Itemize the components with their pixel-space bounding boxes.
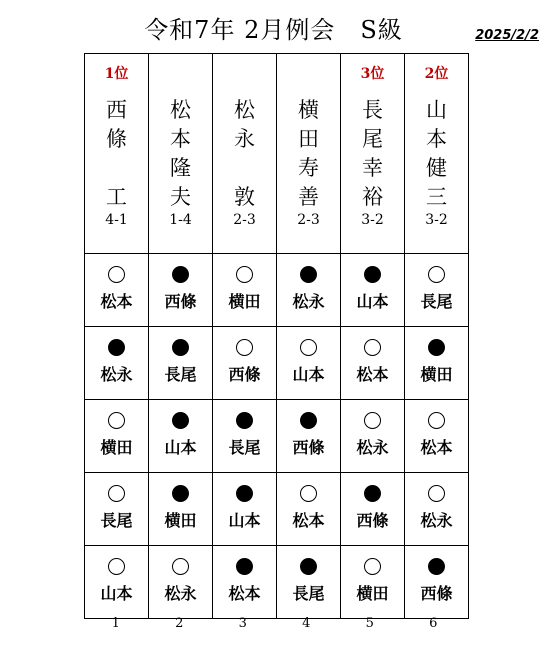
result-cell [85, 473, 149, 546]
opponent-name: 松永 [100, 365, 133, 384]
opponent-name: 松本 [292, 511, 325, 530]
result-cell [277, 546, 341, 619]
result-cell [213, 254, 277, 327]
column-number: 3 [238, 616, 247, 631]
player-name-char: 本 [426, 127, 447, 151]
opponent-name: 松本 [356, 365, 389, 384]
loss-circle-icon [428, 339, 445, 356]
opponent-name: 西條 [164, 292, 197, 311]
opponent-name: 西條 [228, 365, 261, 384]
result-cell [405, 400, 469, 473]
column-number: 5 [365, 616, 374, 631]
player-name [213, 96, 276, 212]
opponent-name: 山本 [228, 511, 261, 530]
opponent-name: 横田 [100, 438, 133, 457]
column-number: 2 [175, 616, 184, 631]
win-circle-icon [108, 485, 125, 502]
opponent-name: 松永 [292, 292, 325, 311]
result-cell [341, 546, 405, 619]
result-cell [213, 400, 277, 473]
result-cell [277, 400, 341, 473]
loss-circle-icon [300, 266, 317, 283]
rank-label [213, 63, 276, 83]
player-header-cell [277, 54, 341, 254]
result-cell [277, 473, 341, 546]
result-cell [85, 400, 149, 473]
rank-label: 1位 [104, 66, 129, 82]
win-loss-score: 3-2 [425, 212, 448, 228]
player-name-char: 夫 [170, 185, 191, 209]
win-circle-icon [300, 339, 317, 356]
player-name-char: 三 [426, 185, 447, 209]
player-name [85, 96, 148, 212]
result-cell [213, 327, 277, 400]
player-name-char: 條 [106, 127, 127, 151]
opponent-name: 長尾 [164, 365, 197, 384]
player-header-row [85, 54, 469, 254]
win-circle-icon [428, 266, 445, 283]
results-table [84, 53, 469, 619]
player-name-char: 健 [426, 156, 447, 180]
player-name-char: 隆 [170, 156, 191, 180]
opponent-name: 横田 [356, 584, 389, 603]
player-name-char: 永 [234, 127, 255, 151]
player-header-cell [213, 54, 277, 254]
win-circle-icon [108, 412, 125, 429]
page-title: 令和7年 2月例会 S級 [144, 16, 403, 44]
win-circle-icon [364, 558, 381, 575]
win-circle-icon [236, 266, 253, 283]
result-cell [405, 546, 469, 619]
player-name [341, 96, 404, 212]
player-name-char: 山 [426, 98, 447, 122]
rank-label: 3位 [360, 66, 385, 82]
column-numbers [84, 616, 465, 631]
player-name-char: 本 [170, 127, 191, 151]
player-name-char: 善 [298, 185, 319, 209]
win-circle-icon [364, 412, 381, 429]
win-loss-score: 1-4 [169, 212, 192, 228]
opponent-name: 山本 [164, 438, 197, 457]
loss-circle-icon [236, 558, 253, 575]
opponent-name: 松本 [100, 292, 133, 311]
rank-label [277, 63, 340, 83]
loss-circle-icon [172, 266, 189, 283]
loss-circle-icon [364, 266, 381, 283]
result-cell [85, 254, 149, 327]
player-name-char: 長 [362, 98, 383, 122]
loss-circle-icon [300, 412, 317, 429]
result-cell [405, 473, 469, 546]
player-name-char: 工 [106, 185, 127, 209]
player-header-cell [405, 54, 469, 254]
opponent-name: 西條 [420, 584, 453, 603]
win-circle-icon [108, 558, 125, 575]
loss-circle-icon [428, 558, 445, 575]
opponent-name: 松永 [356, 438, 389, 457]
player-name [277, 96, 340, 212]
win-circle-icon [364, 339, 381, 356]
result-cell [85, 327, 149, 400]
opponent-name: 長尾 [420, 292, 453, 311]
player-name [149, 96, 212, 212]
result-cell [213, 546, 277, 619]
round-row [85, 254, 469, 327]
player-name-char: 裕 [362, 185, 383, 209]
column-number: 6 [429, 616, 438, 631]
round-row [85, 400, 469, 473]
player-name-char: 松 [170, 98, 191, 122]
result-cell [405, 327, 469, 400]
player-name-char: 尾 [362, 127, 383, 151]
win-circle-icon [428, 485, 445, 502]
loss-circle-icon [172, 412, 189, 429]
player-name-char: 幸 [362, 156, 383, 180]
result-cell [341, 327, 405, 400]
column-number: 1 [111, 616, 120, 631]
event-date: 2025/2/2 [475, 28, 539, 43]
player-name-char: 西 [106, 98, 127, 122]
result-cell [149, 327, 213, 400]
loss-circle-icon [172, 485, 189, 502]
player-name-char: 松 [234, 98, 255, 122]
opponent-name: 横田 [164, 511, 197, 530]
loss-circle-icon [236, 485, 253, 502]
result-cell [149, 400, 213, 473]
opponent-name: 西條 [292, 438, 325, 457]
win-circle-icon [172, 558, 189, 575]
opponent-name: 山本 [100, 584, 133, 603]
opponent-name: 松永 [420, 511, 453, 530]
player-header-cell [85, 54, 149, 254]
round-row [85, 327, 469, 400]
opponent-name: 山本 [356, 292, 389, 311]
player-name-char: 田 [298, 127, 319, 151]
result-cell [277, 327, 341, 400]
opponent-name: 松永 [164, 584, 197, 603]
result-cell [85, 546, 149, 619]
result-cell [149, 546, 213, 619]
win-circle-icon [108, 266, 125, 283]
loss-circle-icon [236, 412, 253, 429]
win-loss-score: 2-3 [233, 212, 256, 228]
player-header-cell [341, 54, 405, 254]
round-row [85, 473, 469, 546]
player-name-char: 寿 [298, 156, 319, 180]
opponent-name: 西條 [356, 511, 389, 530]
loss-circle-icon [364, 485, 381, 502]
opponent-name: 松本 [228, 584, 261, 603]
result-cell [341, 254, 405, 327]
opponent-name: 長尾 [292, 584, 325, 603]
result-cell [341, 400, 405, 473]
round-row [85, 546, 469, 619]
opponent-name: 横田 [228, 292, 261, 311]
column-number: 4 [302, 616, 311, 631]
player-name [405, 96, 468, 212]
result-cell [149, 473, 213, 546]
result-cell [405, 254, 469, 327]
loss-circle-icon [108, 339, 125, 356]
result-cell [213, 473, 277, 546]
player-name-char: 横 [298, 98, 319, 122]
result-cell [341, 473, 405, 546]
player-name-char: 敦 [234, 185, 255, 209]
player-header-cell [149, 54, 213, 254]
win-loss-score: 2-3 [297, 212, 320, 228]
win-circle-icon [428, 412, 445, 429]
loss-circle-icon [300, 558, 317, 575]
win-circle-icon [236, 339, 253, 356]
rank-label [149, 63, 212, 83]
win-circle-icon [300, 485, 317, 502]
win-loss-score: 4-1 [105, 212, 128, 228]
rank-label: 2位 [424, 66, 449, 82]
loss-circle-icon [172, 339, 189, 356]
win-loss-score: 3-2 [361, 212, 384, 228]
opponent-name: 山本 [292, 365, 325, 384]
opponent-name: 松本 [420, 438, 453, 457]
opponent-name: 長尾 [100, 511, 133, 530]
result-cell [149, 254, 213, 327]
result-cell [277, 254, 341, 327]
opponent-name: 長尾 [228, 438, 261, 457]
opponent-name: 横田 [420, 365, 453, 384]
